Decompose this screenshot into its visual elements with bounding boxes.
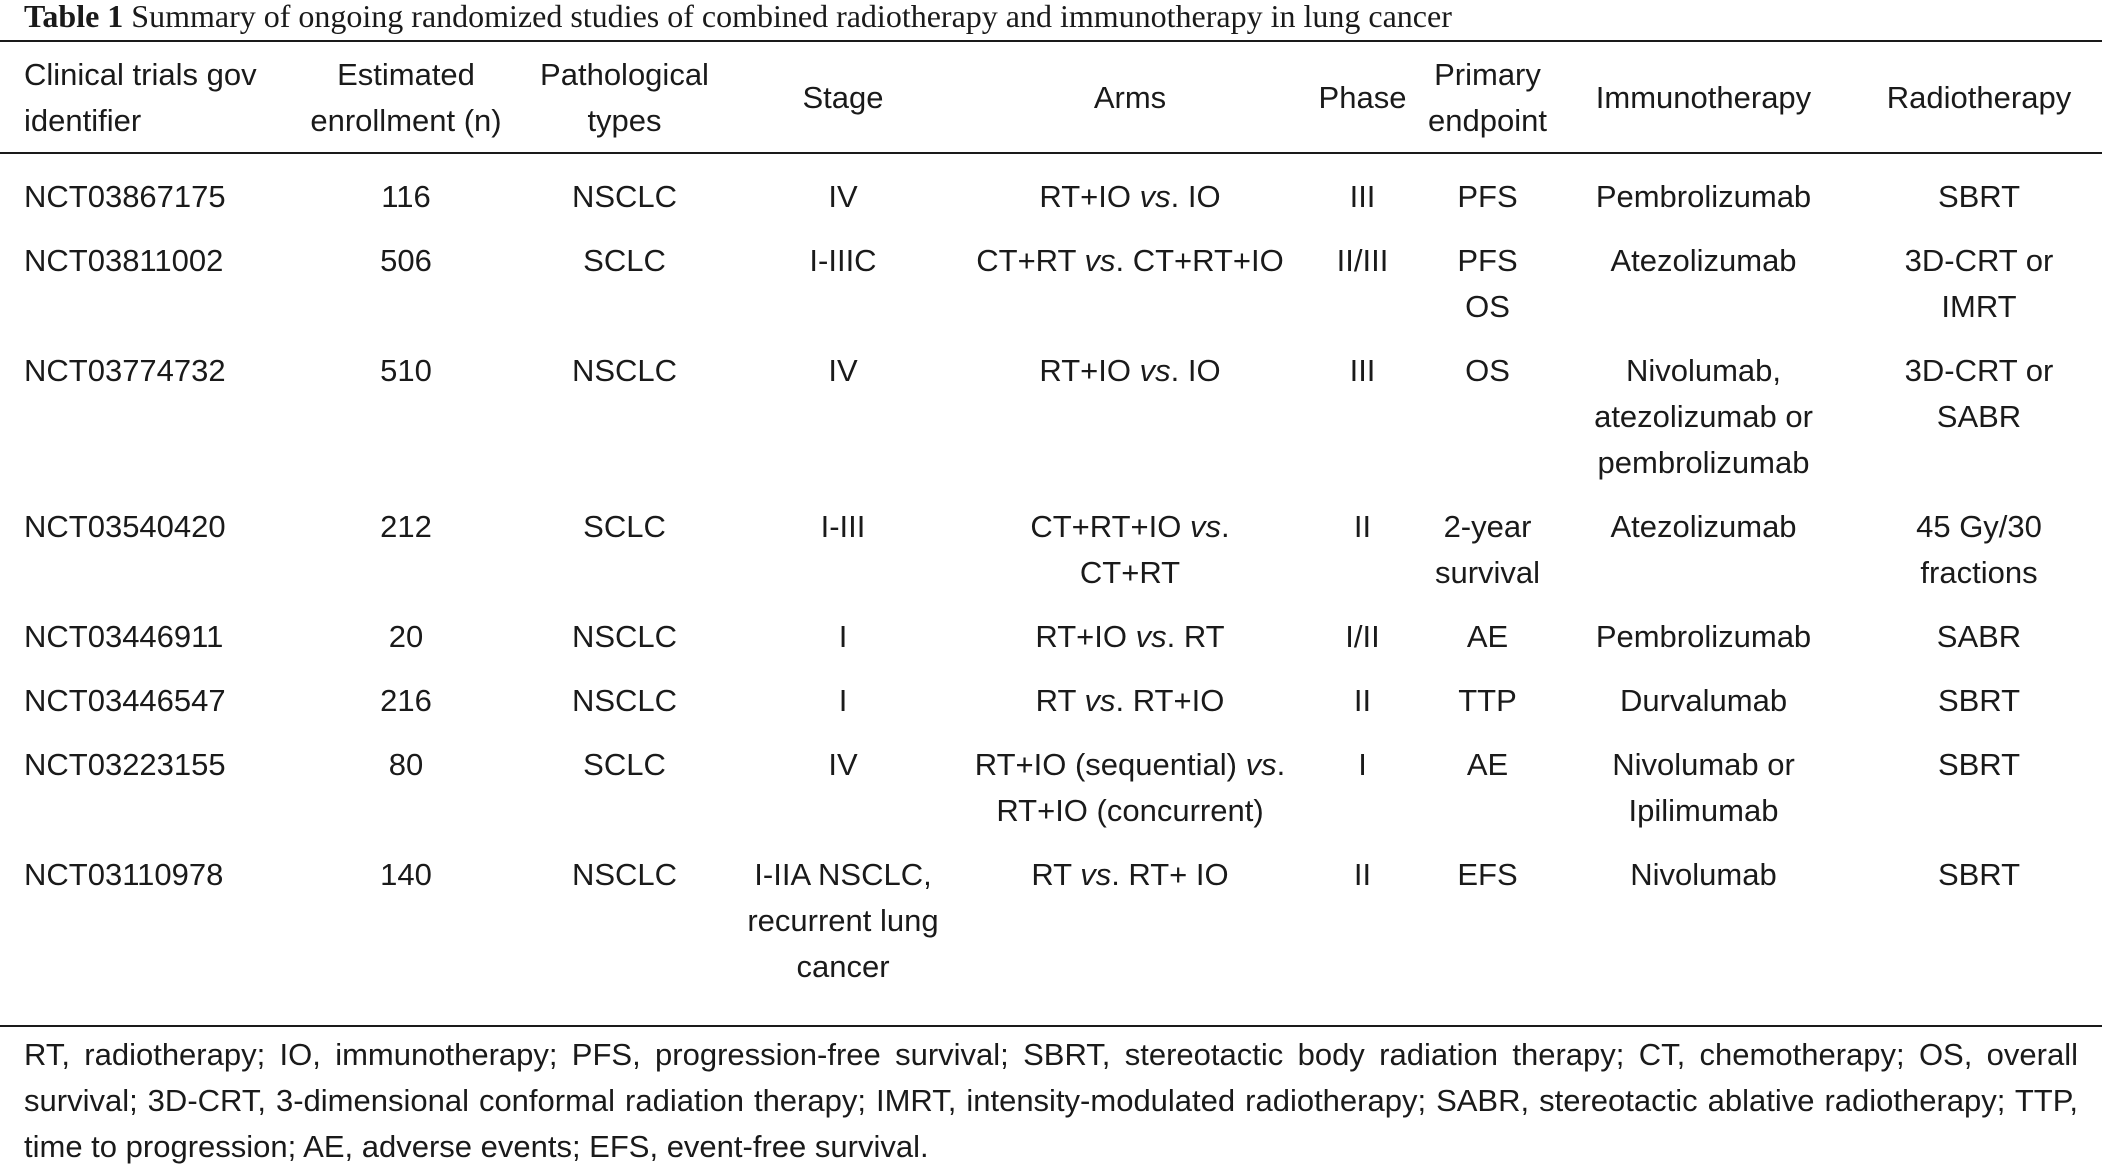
trials-table: [0, 44, 2102, 1004]
header-row: [0, 44, 2102, 156]
cell-endpoint: PFS OS: [1457, 243, 1518, 324]
cell-pathology: SCLC: [583, 747, 666, 782]
cell-arms: RT+IO (sequential) vs. RT+IO (concurrent): [974, 747, 1286, 828]
cell-enrollment: 20: [388, 619, 424, 654]
bottom-rule: [0, 1025, 2102, 1027]
table-row: [0, 486, 2102, 596]
cell-radiotherapy: SBRT: [1937, 683, 2021, 718]
cell-identifier: NCT03110978: [24, 857, 224, 892]
cell-phase: II: [1353, 509, 1372, 544]
cell-phase: III: [1349, 353, 1376, 388]
cell-enrollment: 506: [380, 243, 432, 278]
cell-identifier: NCT03811002: [24, 243, 224, 278]
cell-immunotherapy: Atezolizumab: [1610, 509, 1797, 544]
cell-arms: CT+RT vs. CT+RT+IO: [976, 243, 1284, 278]
cell-stage: I-IIIC: [809, 243, 877, 278]
table-caption: [24, 0, 1452, 40]
cell-enrollment: 510: [380, 353, 432, 388]
cell-pathology: NSCLC: [571, 683, 678, 718]
cell-immunotherapy: Atezolizumab: [1610, 243, 1797, 278]
table-row: [0, 220, 2102, 330]
cell-radiotherapy: SABR: [1936, 619, 2022, 654]
cell-arms: RT+IO vs. IO: [1039, 353, 1221, 388]
cell-arms: RT vs. RT+ IO: [1031, 857, 1229, 892]
cell-pathology: NSCLC: [571, 619, 678, 654]
cell-stage: I: [838, 619, 848, 654]
cell-identifier: NCT03540420: [24, 509, 226, 544]
cell-stage: IV: [828, 353, 858, 388]
cell-enrollment: 140: [380, 857, 432, 892]
cell-pathology: NSCLC: [571, 857, 678, 892]
col-header-endpoint: Primary endpoint: [1428, 57, 1547, 138]
cell-arms: RT+IO vs. RT: [1035, 619, 1225, 654]
col-header-radiotherapy: Radiotherapy: [1886, 80, 2072, 115]
cell-phase: I/II: [1345, 619, 1380, 654]
cell-endpoint: AE: [1466, 619, 1509, 654]
cell-pathology: NSCLC: [571, 353, 678, 388]
cell-immunotherapy: Pembrolizumab: [1595, 179, 1812, 214]
cell-identifier: NCT03223155: [24, 747, 226, 782]
cell-enrollment: 212: [380, 509, 432, 544]
cell-endpoint: EFS: [1457, 857, 1518, 892]
cell-radiotherapy: 45 Gy/30 fractions: [1916, 509, 2042, 590]
col-header-stage: Stage: [802, 80, 884, 115]
cell-radiotherapy: SBRT: [1937, 179, 2021, 214]
cell-identifier: NCT03446911: [24, 619, 224, 654]
cell-immunotherapy: Nivolumab: [1630, 857, 1777, 892]
cell-arms: CT+RT+IO vs. CT+RT: [1030, 509, 1230, 590]
cell-phase: II: [1353, 857, 1372, 892]
table-caption-label: Table 1: [24, 0, 124, 34]
cell-pathology: SCLC: [583, 243, 666, 278]
cell-phase: I: [1358, 747, 1367, 782]
cell-radiotherapy: SBRT: [1937, 747, 2021, 782]
cell-endpoint: 2-year survival: [1434, 509, 1541, 590]
cell-endpoint: PFS: [1457, 179, 1518, 214]
cell-arms: RT+IO vs. IO: [1039, 179, 1221, 214]
table-row: [0, 834, 2102, 1004]
col-header-identifier: Clinical trials gov identifier: [24, 57, 257, 138]
col-header-pathology: Pathological types: [540, 57, 709, 138]
cell-pathology: NSCLC: [571, 179, 678, 214]
cell-stage: I: [838, 683, 848, 718]
cell-phase: III: [1349, 179, 1376, 214]
table-caption-text: Summary of ongoing randomized studies of combined radiotherapy and immunotherapy in lung cancer: [131, 0, 1452, 34]
cell-radiotherapy: 3D-CRT or SABR: [1904, 353, 2054, 434]
cell-endpoint: AE: [1466, 747, 1509, 782]
cell-stage: I-IIA NSCLC, recurrent lung cancer: [747, 857, 939, 984]
cell-immunotherapy: Nivolumab, atezolizumab or pembrolizumab: [1594, 353, 1813, 480]
cell-identifier: NCT03867175: [24, 179, 226, 214]
cell-endpoint: TTP: [1458, 683, 1517, 718]
top-rule: [0, 40, 2102, 42]
cell-identifier: NCT03446547: [24, 683, 226, 718]
table-row: [0, 156, 2102, 220]
cell-phase: II: [1353, 683, 1372, 718]
table-row: [0, 596, 2102, 660]
col-header-arms: Arms: [1093, 80, 1167, 115]
cell-stage: IV: [828, 747, 858, 782]
cell-stage: IV: [828, 179, 858, 214]
table-row: [0, 330, 2102, 486]
cell-identifier: NCT03774732: [24, 353, 226, 388]
col-header-phase: Phase: [1318, 80, 1407, 115]
table-row: [0, 724, 2102, 834]
cell-immunotherapy: Pembrolizumab: [1595, 619, 1812, 654]
col-header-immunotherapy: Immunotherapy: [1595, 80, 1812, 115]
col-header-enrollment: Estimated enrollment (n): [310, 57, 502, 138]
cell-immunotherapy: Durvalumab: [1619, 683, 1788, 718]
cell-enrollment: 80: [388, 747, 424, 782]
cell-radiotherapy: 3D-CRT or IMRT: [1904, 243, 2054, 324]
cell-radiotherapy: SBRT: [1937, 857, 2021, 892]
table-footnote: RT, radiotherapy; IO, immunotherapy; PFS, progression-free survival; SBRT, stereotactic body radiation therapy; CT, chemotherapy; OS, overall survival; 3D-CRT, 3-dimensional conformal radiation therapy; IMRT, intensity-modulated radiotherapy; SABR, stereotactic ablative radiotherapy; TTP, time to progression; AE, adverse events; EFS, event-free survival.: [24, 1037, 2078, 1164]
cell-pathology: SCLC: [583, 509, 666, 544]
table-row: [0, 660, 2102, 724]
cell-phase: II/III: [1336, 243, 1389, 278]
cell-enrollment: 216: [380, 683, 432, 718]
cell-stage: I-III: [820, 509, 866, 544]
cell-endpoint: OS: [1465, 353, 1510, 388]
cell-enrollment: 116: [381, 179, 431, 214]
cell-arms: RT vs. RT+IO: [1035, 683, 1225, 718]
cell-immunotherapy: Nivolumab or Ipilimumab: [1612, 747, 1795, 828]
